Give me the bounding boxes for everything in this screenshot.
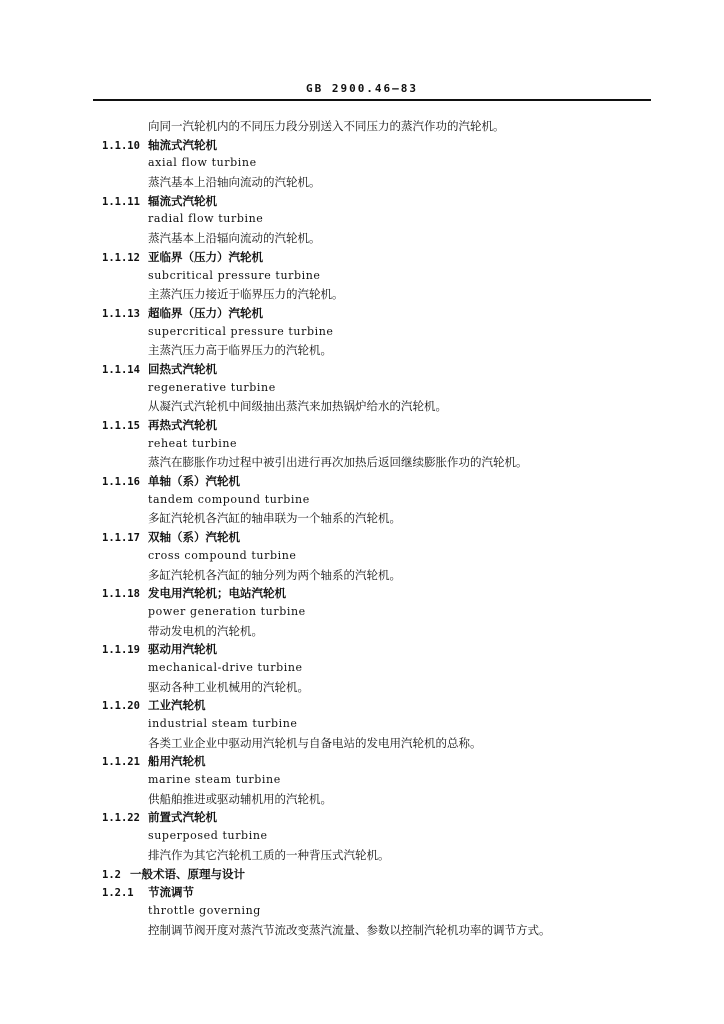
entry-heading xyxy=(102,304,662,323)
entry-definition: 驱动各种工业机械用的汽轮机。 xyxy=(148,679,309,694)
entry-term: 亚临界（压力）汽轮机 xyxy=(148,249,263,264)
entry-term: 单轴（系）汽轮机 xyxy=(148,474,240,489)
standard-code-header: GB 2900.46—83 xyxy=(305,82,419,95)
entry-heading xyxy=(102,472,662,491)
entry-number: 1.1.22 xyxy=(102,812,140,825)
entry-number: 1.1.16 xyxy=(102,476,140,489)
entry-number: 1.1.14 xyxy=(102,363,140,376)
term-entry xyxy=(102,472,662,528)
entry-heading xyxy=(102,136,662,155)
entry-number: 1.2.1 xyxy=(102,887,134,900)
entry-heading xyxy=(102,584,662,603)
section-number: 1.2 xyxy=(102,868,121,881)
entry-definition: 控制调节阀开度对蒸汽节流改变蒸汽流量、参数以控制汽轮机功率的调节方式。 xyxy=(148,922,551,937)
document-body xyxy=(102,117,662,939)
entry-number: 1.1.17 xyxy=(102,532,140,545)
entry-english: superposed turbine xyxy=(148,829,268,843)
entry-definition: 蒸汽基本上沿轴向流动的汽轮机。 xyxy=(148,175,321,190)
entry-term: 双轴（系）汽轮机 xyxy=(148,530,240,545)
term-entry xyxy=(102,696,662,752)
entry-english: subcritical pressure turbine xyxy=(148,268,321,282)
entry-term: 回热式汽轮机 xyxy=(148,361,217,376)
entry-term: 轴流式汽轮机 xyxy=(148,137,217,152)
intro-definition: 向同一汽轮机内的不同压力段分别送入不同压力的蒸汽作功的汽轮机。 xyxy=(148,119,505,133)
entry-number: 1.1.13 xyxy=(102,307,140,320)
entry-number: 1.1.11 xyxy=(102,195,140,208)
entry-definition: 从凝汽式汽轮机中间级抽出蒸汽来加热锅炉给水的汽轮机。 xyxy=(148,399,447,414)
entry-term: 超临界（压力）汽轮机 xyxy=(148,305,263,320)
entry-term: 节流调节 xyxy=(148,885,194,900)
entry-heading xyxy=(102,528,662,547)
entry-heading xyxy=(102,752,662,771)
entry-heading xyxy=(102,192,662,211)
term-entry xyxy=(102,883,662,939)
term-entry xyxy=(102,304,662,360)
entry-english: reheat turbine xyxy=(148,436,238,450)
term-entry xyxy=(102,808,662,864)
entry-definition: 供船舶推进或驱动辅机用的汽轮机。 xyxy=(148,791,332,806)
entry-english: industrial steam turbine xyxy=(148,717,298,730)
term-entry xyxy=(102,752,662,808)
entry-english: power generation turbine xyxy=(148,604,306,618)
entry-english: throttle governing xyxy=(148,903,261,917)
entry-english: tandem compound turbine xyxy=(148,492,310,506)
entry-definition: 多缸汽轮机各汽缸的轴分列为两个轴系的汽轮机。 xyxy=(148,567,401,582)
entry-number: 1.1.19 xyxy=(102,644,140,657)
entry-definition: 带动发电机的汽轮机。 xyxy=(148,623,263,638)
term-entry xyxy=(102,416,662,472)
entry-definition: 主蒸汽压力高于临界压力的汽轮机。 xyxy=(148,343,332,358)
entry-english: regenerative turbine xyxy=(148,380,276,394)
section-heading xyxy=(102,865,662,884)
entry-heading xyxy=(102,808,662,827)
entry-definition: 各类工业企业中驱动用汽轮机与自备电站的发电用汽轮机的总称。 xyxy=(148,735,482,750)
entry-definition: 排汽作为其它汽轮机工质的一种背压式汽轮机。 xyxy=(148,847,390,862)
entry-number: 1.1.15 xyxy=(102,420,140,432)
term-entry xyxy=(102,192,662,248)
term-entry xyxy=(102,360,662,416)
entry-english: radial flow turbine xyxy=(148,212,264,226)
term-entry xyxy=(102,136,662,192)
entry-number: 1.1.10 xyxy=(102,139,140,152)
entry-definition: 多缸汽轮机各汽缸的轴串联为一个轴系的汽轮机。 xyxy=(148,511,401,526)
entry-english: supercritical pressure turbine xyxy=(148,324,334,338)
entry-term: 发电用汽轮机；电站汽轮机 xyxy=(148,586,286,601)
entry-definition: 蒸汽在膨胀作功过程中被引出进行再次加热后返回继续膨胀作功的汽轮机。 xyxy=(148,455,528,470)
entry-definition: 主蒸汽压力接近于临界压力的汽轮机。 xyxy=(148,287,344,302)
entry-number: 1.1.20 xyxy=(102,700,140,713)
entry-term: 船用汽轮机 xyxy=(148,754,206,769)
section-title: 一般术语、原理与设计 xyxy=(130,866,245,881)
entry-heading xyxy=(102,360,662,379)
term-entry xyxy=(102,248,662,304)
term-entry xyxy=(102,584,662,640)
term-entry xyxy=(102,640,662,696)
entry-heading xyxy=(102,883,662,902)
entry-heading xyxy=(102,416,662,435)
entry-english: marine steam turbine xyxy=(148,773,281,787)
entry-number: 1.1.21 xyxy=(102,756,140,769)
entry-term: 工业汽轮机 xyxy=(148,698,206,713)
entry-number: 1.1.12 xyxy=(102,251,140,264)
entry-heading xyxy=(102,696,662,715)
entry-english: cross compound turbine xyxy=(148,548,297,562)
entry-list xyxy=(102,136,662,865)
entry-english: axial flow turbine xyxy=(148,156,257,170)
entry-term: 辐流式汽轮机 xyxy=(148,193,217,208)
header-rule xyxy=(93,99,651,101)
entry-definition: 蒸汽基本上沿辐向流动的汽轮机。 xyxy=(148,231,321,246)
entry-english: mechanical-drive turbine xyxy=(148,660,303,674)
entry-number: 1.1.18 xyxy=(102,588,140,601)
entry-term: 再热式汽轮机 xyxy=(148,418,217,432)
entry-heading xyxy=(102,640,662,659)
term-entry xyxy=(102,528,662,584)
entry-term: 前置式汽轮机 xyxy=(148,810,217,825)
entry-heading xyxy=(102,248,662,267)
entry-term: 驱动用汽轮机 xyxy=(148,642,217,657)
